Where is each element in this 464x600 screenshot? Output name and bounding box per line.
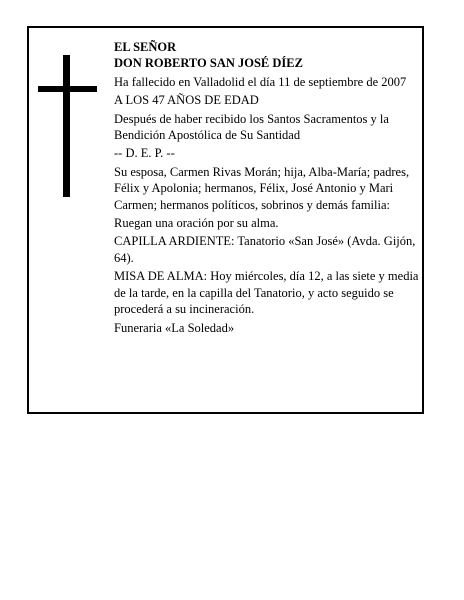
chapel-info: CAPILLA ARDIENTE: Tanatorio «San José» (Avda. Gijón, 64). [114, 234, 416, 265]
cross-vertical-bar [63, 55, 70, 197]
obituary-text [114, 39, 420, 338]
mass-info: MISA DE ALMA: Hoy miércoles, día 12, a las siete y media de la tarde, en la capilla del Tanatorio, y acto seguido se procederá a su incineración. [114, 269, 419, 317]
age-line: A LOS 47 AÑOS DE EDAD [114, 93, 259, 108]
sacraments-line: Después de haber recibido los Santos Sacramentos y la Bendición Apostólica de Su Santidad [114, 111, 389, 143]
funeral-home: Funeraria «La Soledad» [114, 320, 235, 335]
cross-icon [38, 55, 97, 197]
family-line: Su esposa, Carmen Rivas Morán; hija, Alba-María; padres, Félix y Apolonia; hermanos, Félix, José Antonio y Mari Carmen; hermanos políticos, sobrinos y demás familia: [114, 164, 410, 212]
death-info: Ha fallecido en Valladolid el día 11 de septiembre de 2007 [114, 74, 407, 89]
deceased-name: DON ROBERTO SAN JOSÉ DÍEZ [114, 56, 303, 71]
cross-horizontal-bar [38, 86, 97, 92]
prayer-request: Ruegan una oración por su alma. [114, 216, 279, 231]
title-line-1: EL SEÑOR [114, 40, 177, 54]
rip-line: -- D. E. P. -- [114, 146, 175, 161]
